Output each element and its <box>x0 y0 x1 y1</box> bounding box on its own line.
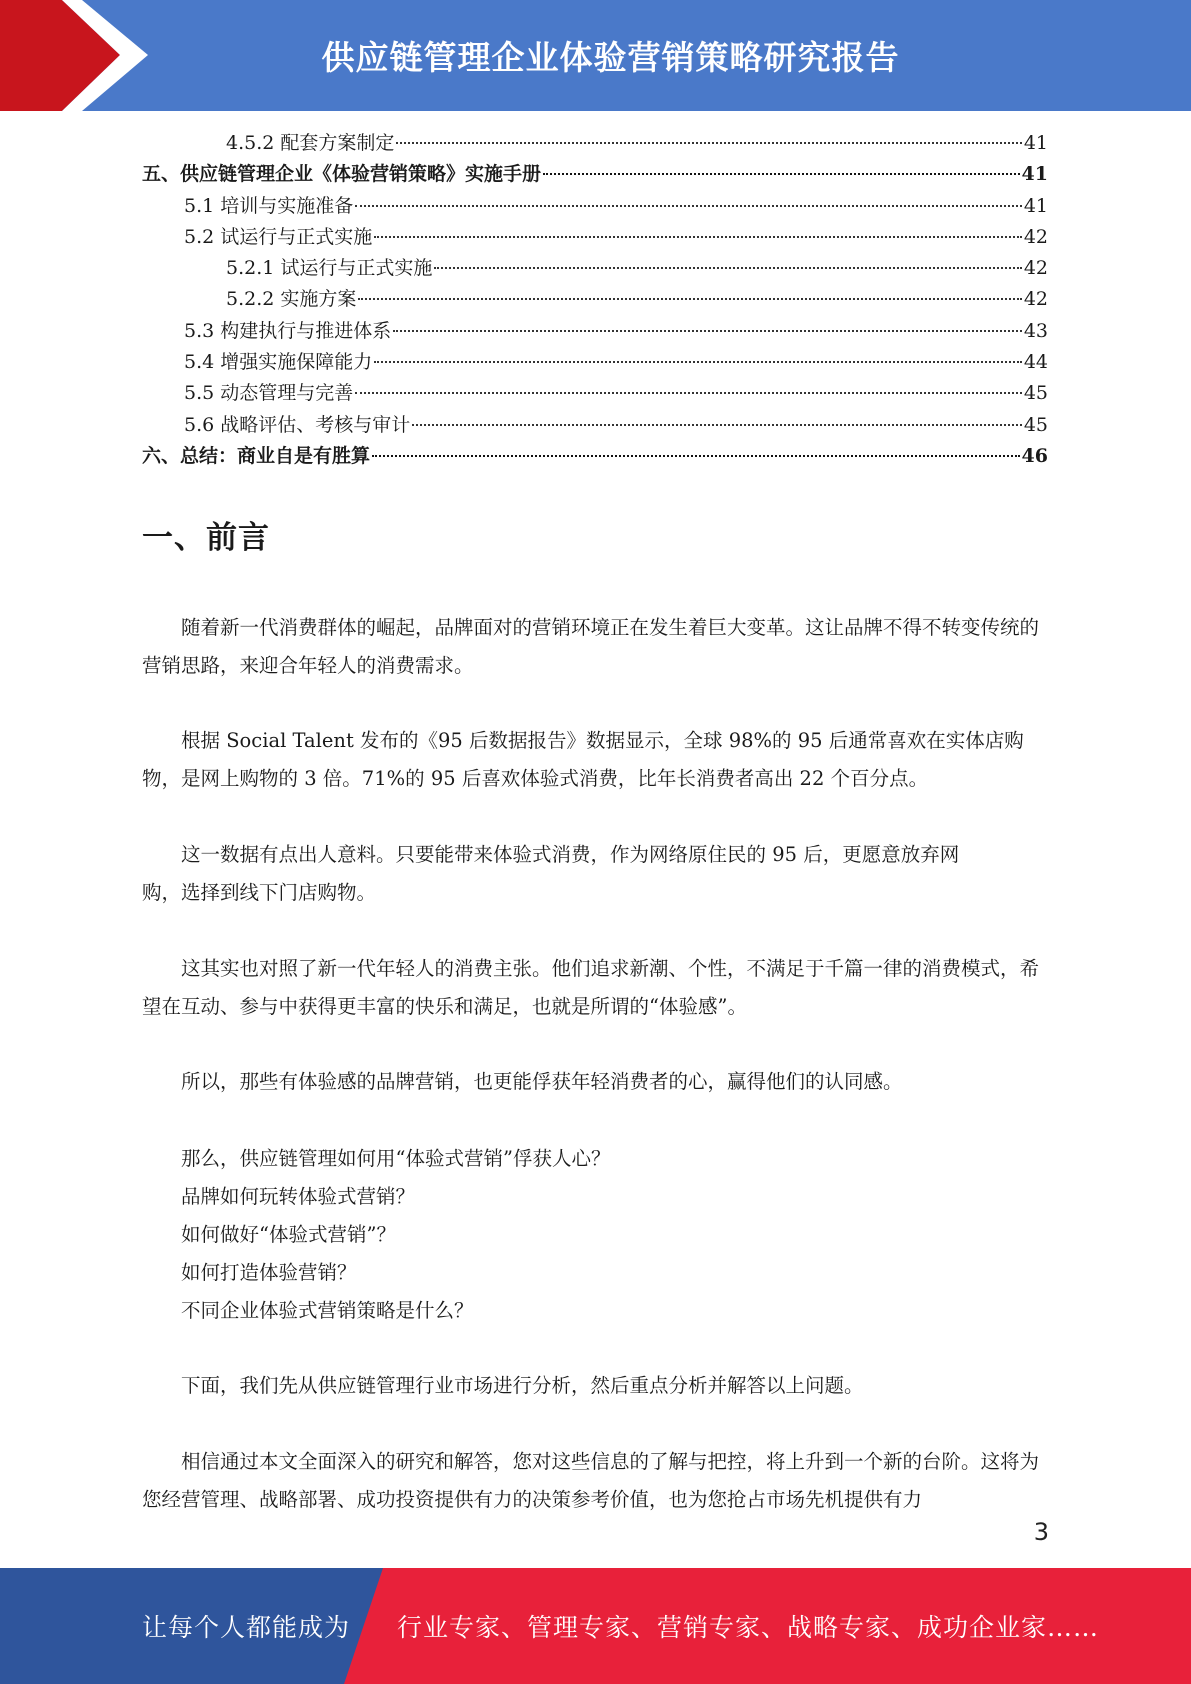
toc-leader-dots <box>543 173 1020 175</box>
toc-entry-title: 五、供应链管理企业《体验营销策略》实施手册 <box>142 163 542 186</box>
toc-entry-page: 42 <box>1023 288 1048 311</box>
toc-entry-page: 45 <box>1023 382 1048 405</box>
toc-entry-page: 42 <box>1023 225 1048 248</box>
paragraph <box>142 609 1047 685</box>
paragraph-text: 这其实也对照了新一代年轻人的消费主张。他们追求新潮、个性，不满足于千篇一律的消费模式，希望在互动、参与中获得更丰富的快乐和满足，也就是所谓的“体验感”。 <box>142 957 1040 1018</box>
toc-leader-dots <box>412 424 1022 426</box>
toc-leader-dots <box>372 455 1020 457</box>
toc-entry-page: 41 <box>1023 194 1048 217</box>
paragraph <box>142 722 1047 798</box>
toc-entry[interactable] <box>142 159 1048 190</box>
toc-entry[interactable] <box>142 316 1048 347</box>
toc-entry-title: 5.2.2 实施方案 <box>226 288 357 311</box>
toc-entry[interactable] <box>142 253 1048 284</box>
toc-leader-dots <box>434 267 1021 269</box>
toc-entry-page: 43 <box>1023 319 1048 342</box>
toc-entry-title: 5.4 增强实施保障能力 <box>184 351 373 374</box>
toc-entry-title: 5.1 培训与实施准备 <box>184 194 354 217</box>
paragraph-text: 下面，我们先从供应链管理行业市场进行分析，然后重点分析并解答以上问题。 <box>181 1374 864 1397</box>
toc-leader-dots <box>396 142 1021 144</box>
toc-entry[interactable] <box>142 284 1048 315</box>
toc-entry-title: 5.6 战略评估、考核与审计 <box>184 413 411 436</box>
footer-slogan-right: 行业专家、管理专家、营销专家、战略专家、成功企业家…… <box>397 1613 1100 1642</box>
toc-entry-title: 5.3 构建执行与推进体系 <box>184 319 392 342</box>
toc-entry[interactable] <box>142 222 1048 253</box>
toc-leader-dots <box>355 392 1022 394</box>
question-item: 那么，供应链管理如何用“体验式营销”俘获人心？ <box>181 1147 611 1170</box>
paragraph-line: 这一数据有点出人意料。只要能带来体验式消费，作为网络原住民的 95 后，更愿意放弃网 <box>181 843 960 866</box>
paragraph-text: 随着新一代消费群体的崛起，品牌面对的营销环境正在发生着巨大变革。这让品牌不得不转变传统的营销思路，来迎合年轻人的消费需求。 <box>142 616 1040 677</box>
question-item: 不同企业体验式营销策略是什么？ <box>181 1299 474 1322</box>
toc-entry[interactable] <box>142 347 1048 378</box>
toc-leader-dots <box>374 361 1022 363</box>
toc-entry-page: 42 <box>1023 257 1048 280</box>
paragraph-text: 所以，那些有体验感的品牌营销，也更能俘获年轻消费者的心，赢得他们的认同感。 <box>181 1070 903 1093</box>
question-item: 如何做好“体验式营销”？ <box>181 1223 396 1246</box>
header-arrow-decoration <box>0 0 160 111</box>
paragraph <box>142 950 1047 1026</box>
paragraph-text: 相信通过本文全面深入的研究和解答，您对这些信息的了解与把控，将上升到一个新的台阶。这将为您经营管理、战略部署、成功投资提供有力的决策参考价值，也为您抢占市场先机提供有力 <box>142 1450 1040 1511</box>
toc-leader-dots <box>358 298 1021 300</box>
paragraph <box>142 1367 1047 1405</box>
toc-entry-title: 5.5 动态管理与完善 <box>184 382 354 405</box>
table-of-contents <box>142 128 1048 472</box>
paragraph <box>142 836 1047 912</box>
toc-entry-page: 41 <box>1023 132 1048 154</box>
toc-entry[interactable] <box>142 128 1048 159</box>
page-number: 3 <box>1033 1518 1049 1546</box>
toc-entry[interactable] <box>142 441 1048 472</box>
toc-entry-title: 5.2 试运行与正式实施 <box>184 225 373 248</box>
page-header <box>0 0 1191 111</box>
report-title: 供应链管理企业体验营销策略研究报告 <box>321 38 900 77</box>
toc-entry-page: 44 <box>1023 351 1048 374</box>
toc-entry[interactable] <box>142 191 1048 222</box>
paragraph <box>142 1063 1047 1101</box>
footer-slogan-left: 让每个人都能成为 <box>142 1613 351 1642</box>
toc-leader-dots <box>355 205 1022 207</box>
paragraph-line: 购，选择到线下门店购物。 <box>142 881 377 904</box>
page-footer <box>0 1568 1191 1684</box>
toc-leader-dots <box>374 236 1022 238</box>
toc-leader-dots <box>393 330 1022 332</box>
toc-entry-page: 45 <box>1023 413 1048 436</box>
question-item: 品牌如何玩转体验式营销？ <box>181 1185 416 1208</box>
section-heading: 一、前言 <box>142 520 270 556</box>
question-item: 如何打造体验营销？ <box>181 1261 357 1284</box>
paragraph <box>142 1443 1047 1519</box>
toc-entry-page: 46 <box>1021 444 1048 467</box>
toc-entry[interactable] <box>142 410 1048 441</box>
toc-entry-title: 4.5.2 配套方案制定 <box>226 132 395 154</box>
toc-entry[interactable] <box>142 378 1048 409</box>
toc-entry-title: 六、总结：商业自是有胜算 <box>142 444 371 467</box>
paragraph-text: 根据 Social Talent 发布的《95 后数据报告》数据显示，全球 98%的 95 后通常喜欢在实体店购物，是网上购物的 3 倍。71%的 95 后喜欢体验式消费，比年长消费者高出 22 个百分点。 <box>142 729 1024 790</box>
question-list <box>142 1140 1047 1330</box>
toc-entry-page: 41 <box>1021 163 1048 186</box>
toc-entry-title: 5.2.1 试运行与正式实施 <box>226 257 433 280</box>
